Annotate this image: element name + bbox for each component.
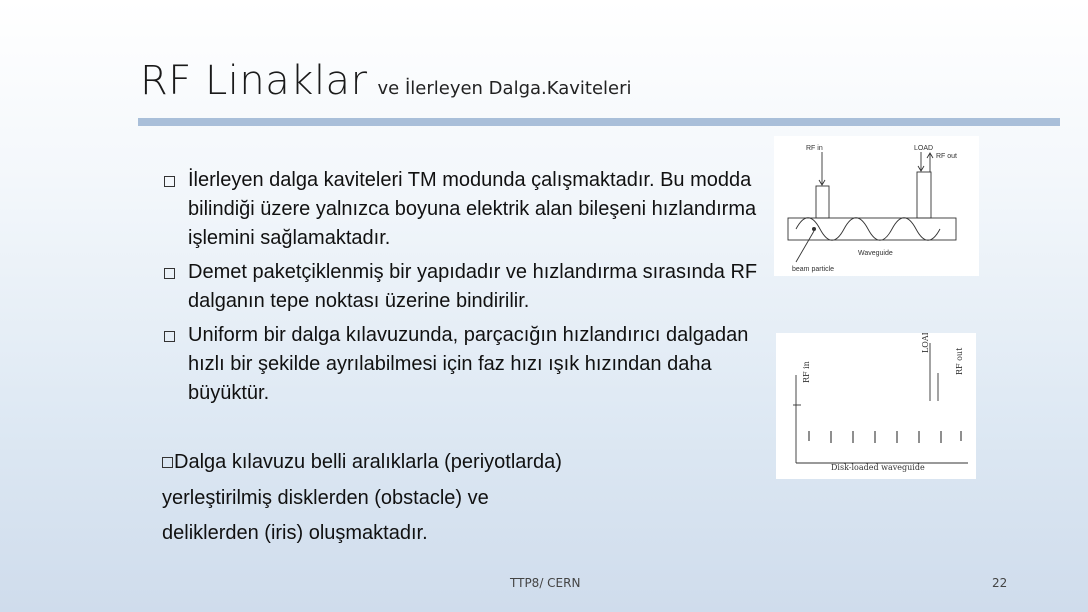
rf-in-label: RF in [802, 361, 811, 383]
square-bullet-icon [164, 331, 175, 342]
disk-loaded-figure [776, 333, 976, 479]
bullet-item [162, 321, 762, 408]
rf-out-label: RF out [936, 153, 958, 160]
output-coupler [917, 172, 931, 218]
rf-in-label: RF in [806, 145, 823, 152]
title-divider [138, 118, 1060, 126]
waveguide-caption: Disk-loaded waveguide [831, 463, 925, 472]
bullet-text: Uniform bir dalga kılavuzunda, parçacığın hızlandırıcı dalgadan hızlı bir şekilde ayrılabilmesi için faz hızı ışık hızından daha büyüktür. [188, 324, 749, 404]
bullet-list [162, 166, 762, 408]
waveguide-label: Waveguide [858, 250, 893, 257]
traveling-wave-figure [774, 136, 979, 276]
rf-wave [796, 218, 940, 241]
title-main: RF Linaklar [140, 58, 368, 104]
title-subtitle: ve İlerleyen Dalga.Kaviteleri [377, 78, 632, 99]
square-bullet-icon [164, 268, 175, 279]
bullet-item [162, 258, 762, 316]
square-bullet-icon [162, 457, 173, 468]
waveguide-paragraph [162, 445, 582, 552]
page-number: 22 [992, 576, 1008, 590]
input-coupler [816, 186, 829, 218]
beam-particle-label: beam particle [792, 266, 835, 273]
beam-pointer [796, 231, 814, 262]
traveling-wave-diagram [774, 136, 979, 276]
beam-particle [812, 227, 816, 231]
load-label: LOAD [921, 333, 930, 353]
paragraph-text: Dalga kılavuzu belli aralıklarla (periyotlarda) yerleştirilmiş disklerden (obstacle) ve deliklerden (iris) oluşmaktadır. [162, 451, 562, 544]
slide-title [140, 58, 632, 104]
bullet-text: İlerleyen dalga kaviteleri TM modunda çalışmaktadır. Bu modda bilindiği üzere yalnızca boyuna elektrik alan bileşeni hızlandırma işlemini sağlamaktadır. [188, 169, 757, 249]
load-label: LOAD [914, 145, 934, 152]
bullet-item [162, 166, 762, 253]
rf-out-label: RF out [955, 347, 964, 375]
footer-source: TTP8/ CERN [510, 576, 581, 590]
bullet-text: Demet paketçiklenmiş bir yapıdadır ve hızlandırma sırasında RF dalganın tepe noktası üzerine bindirilir. [188, 261, 758, 312]
disk-loaded-diagram [776, 333, 976, 479]
square-bullet-icon [164, 176, 175, 187]
